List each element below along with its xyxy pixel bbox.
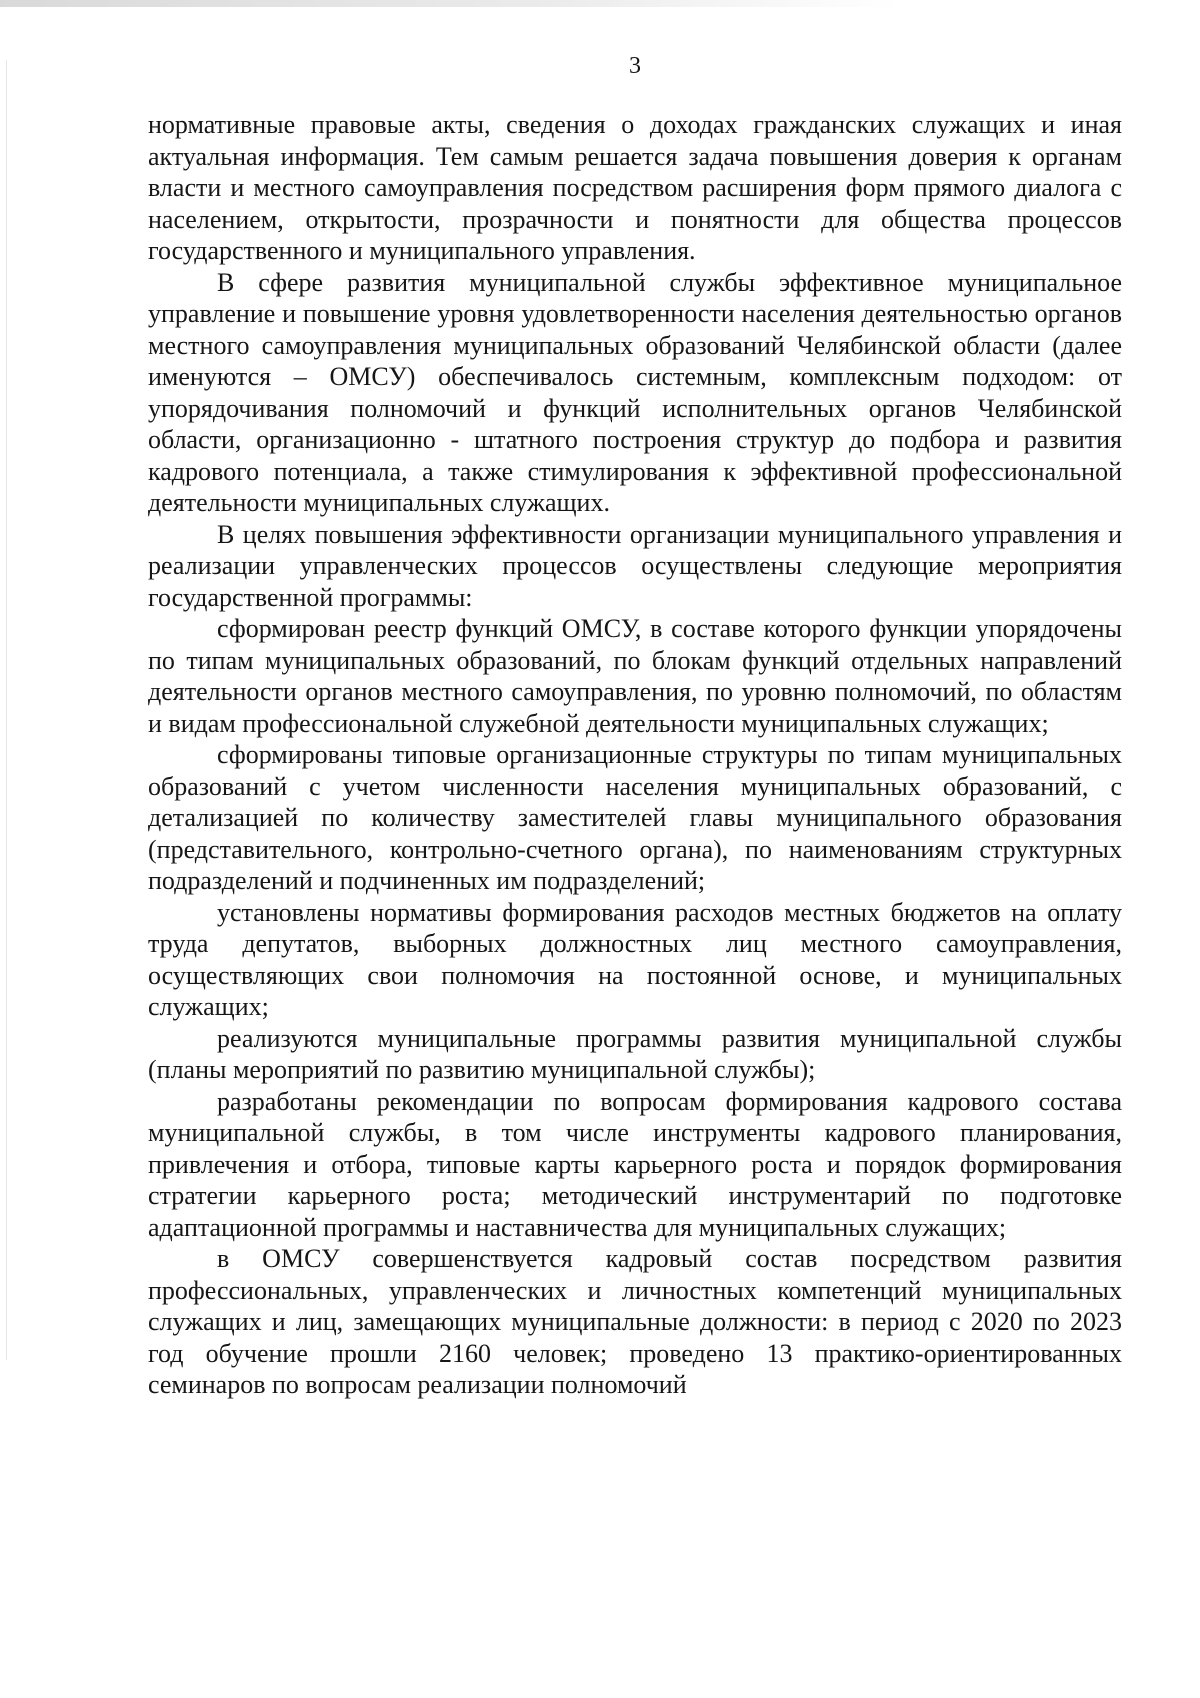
paragraph-functions-registry: сформирован реестр функций ОМСУ, в составе которого функции упорядочены по типам муниципальных образований, по блокам функций отдельных направлений деятельности органов местного самоуправления, по уровню полномочий, по областям и видам профессиональной служебной деятельности муниципальных служащих;	[148, 614, 1122, 738]
document-body	[148, 109, 1122, 1401]
paragraph-measures-intro: В целях повышения эффективности организации муниципального управления и реализации управленческих процессов осуществлены следующие мероприятия государственной программы:	[148, 519, 1122, 612]
paragraph-typical-structures: сформированы типовые организационные структуры по типам муниципальных образований с учетом численности населения муниципальных образований, с детализацией по количеству заместителей главы муниципального образования (представительного, контрольно-счетного органа), по наименованиям структурных подразделений и подчиненных им подразделений;	[148, 740, 1122, 895]
paragraph-hr-recommendations: разработаны рекомендации по вопросам формирования кадрового состава муниципальной службы, в том числе инструменты кадрового планирования, привлечения и отбора, типовые карты карьерного роста и порядок формирования стратегии карьерного роста; методический инструментарий по подготовке адаптационной программы и наставничества для муниципальных служащих;	[148, 1086, 1122, 1242]
paragraph-municipal-programs: реализуются муниципальные программы развития муниципальной службы (планы мероприятий по развитию муниципальной службы);	[148, 1023, 1122, 1084]
scan-edge-top	[0, 0, 900, 7]
paragraph-municipal-service: В сфере развития муниципальной службы эффективное муниципальное управление и повышение уровня удовлетворенности населения деятельностью органов местного самоуправления муниципальных образований Челябинской области (далее именуются – ОМСУ) обеспечивалось системным, комплексным подходом: от упорядочивания полномочий и функций исполнительных органов Челябинской области, организационно - штатного построения структур до подбора и развития кадрового потенциала, а также стимулирования к эффективной профессиональной деятельности муниципальных служащих.	[148, 267, 1122, 517]
page-number: 3	[629, 53, 641, 79]
scan-edge-left	[6, 60, 7, 1360]
paragraph-budget-norms: установлены нормативы формирования расходов местных бюджетов на оплату труда депутатов, выборных должностных лиц местного самоуправления, осуществляющих свои полномочия на постоянной основе, и муниципальных служащих;	[148, 897, 1122, 1021]
paragraph-continuation: нормативные правовые акты, сведения о доходах гражданских служащих и иная актуальная информация. Тем самым решается задача повышения доверия к органам власти и местного самоуправления посредством расширения форм прямого диалога с населением, открытости, прозрачности и понятности для общества процессов государственного и муниципального управления.	[148, 110, 1122, 265]
paragraph-training: в ОМСУ совершенствуется кадровый состав посредством развития профессиональных, управленческих и личностных компетенций муниципальных служащих и лиц, замещающих муниципальные должности: в период с 2020 по 2023 год обучение прошли 2160 человек; проведено 13 практико-ориентированных семинаров по вопросам реализации полномочий	[148, 1244, 1122, 1399]
